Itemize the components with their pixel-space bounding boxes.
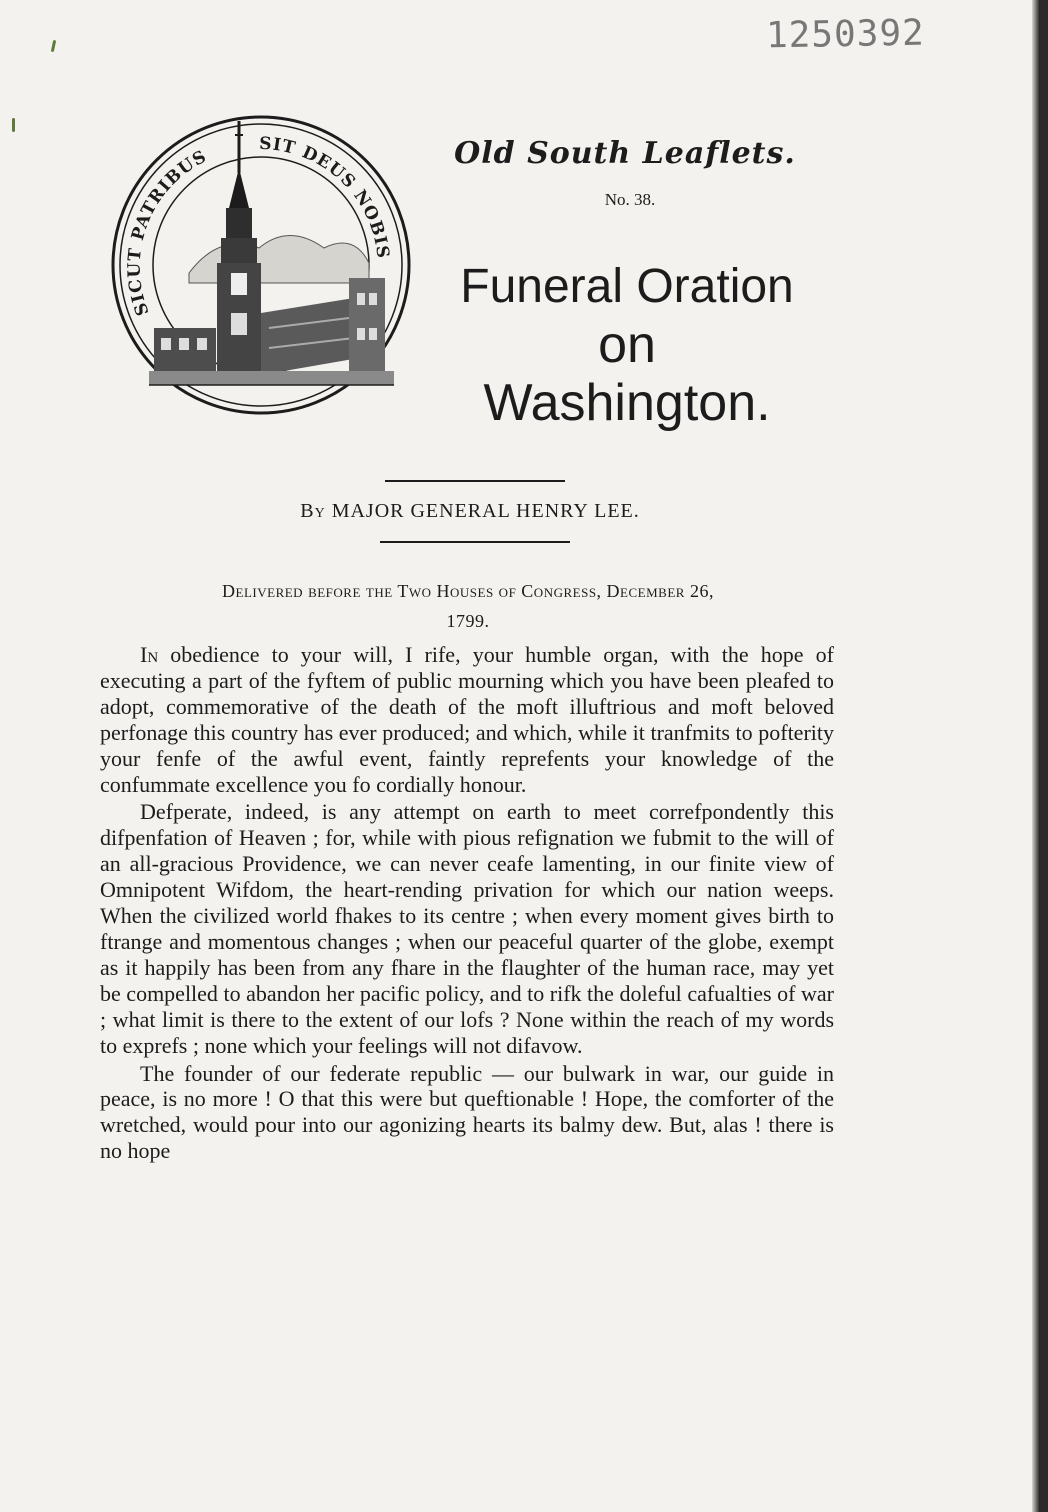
paragraph — [100, 1061, 834, 1165]
author-prefix: By — [300, 500, 326, 522]
drop-lead: In — [140, 642, 159, 667]
title-line-2: on — [598, 316, 656, 374]
author-name: MAJOR GENERAL HENRY LEE. — [331, 500, 640, 522]
old-south-seal — [109, 113, 414, 418]
paragraph-text: Defperate, indeed, is any attempt on earth to meet correfpondently this difpenfation of Heaven ; for, while with pious refignation we fubmit to the will of an all-gracious Providence, we can never ceafe lamenting, in our finite view of Omnipotent Wifdom, the heart-rending privation for which our nation weeps. When the civilized world fhakes to its centre ; when every moment gives birth to ftrange and momentous changes ; when our peaceful quarter of the globe, exempt as it happily has been from any fhare in the flaughter of the human race, may yet be compelled to abandon her pacific policy, and to rifk the doleful cafualties of war ; what limit is there to the extent of our lofs ? None within the reach of my words to exprefs ; none which your feelings will not difavow. — [100, 799, 834, 1058]
margin-mark — [51, 40, 56, 52]
leaflet-number: No. 38. — [604, 190, 656, 209]
catalog-number: 1250392 — [765, 12, 926, 57]
oration-text — [100, 642, 834, 1164]
seal-motto-right: SIT DEUS NOBIS — [258, 133, 393, 261]
series-title: Old South Leaflets. — [454, 136, 796, 171]
page-edge-shadow — [1032, 0, 1040, 1512]
paragraph-text: The founder of our federate republic — our bulwark in war, our guide in peace, is no more ! O that this were but queftionable ! Hope, the comforter of the wretched, would pour into our agonizing hearts its balmy dew. But, alas ! there is no hope — [100, 1060, 834, 1164]
paragraph — [100, 799, 834, 1058]
author-line — [230, 500, 710, 523]
delivered-note — [118, 576, 818, 636]
delivered-line-2: 1799. — [446, 611, 490, 631]
title-rule — [385, 480, 565, 482]
title-line-1: Funeral Oration — [460, 260, 794, 313]
paragraph-text: obedience to your will, I rife, your humble organ, with the hope of executing a part of the fyftem of public mourning which you have been pleafed to adopt, commemorative of the death of the moft illuftrious and moft beloved perfonage this country has ever produced; and which, while it tranfmits to pofterity your fenfe of the awful event, faintly reprefents your knowledge of the confummate excellence you fo cordially honour. — [100, 642, 834, 797]
margin-mark — [12, 118, 15, 132]
title-line-3: Washington. — [483, 374, 771, 432]
author-rule — [380, 541, 570, 543]
seal-motto-left: SICUT PATRIBUS — [124, 146, 211, 319]
svg-text:SICUT PATRIBUS — [125, 147, 211, 319]
paragraph — [100, 642, 834, 797]
oration-title — [412, 258, 842, 432]
delivered-line-1: Delivered before the Two Houses of Congress, December 26, — [222, 581, 714, 601]
